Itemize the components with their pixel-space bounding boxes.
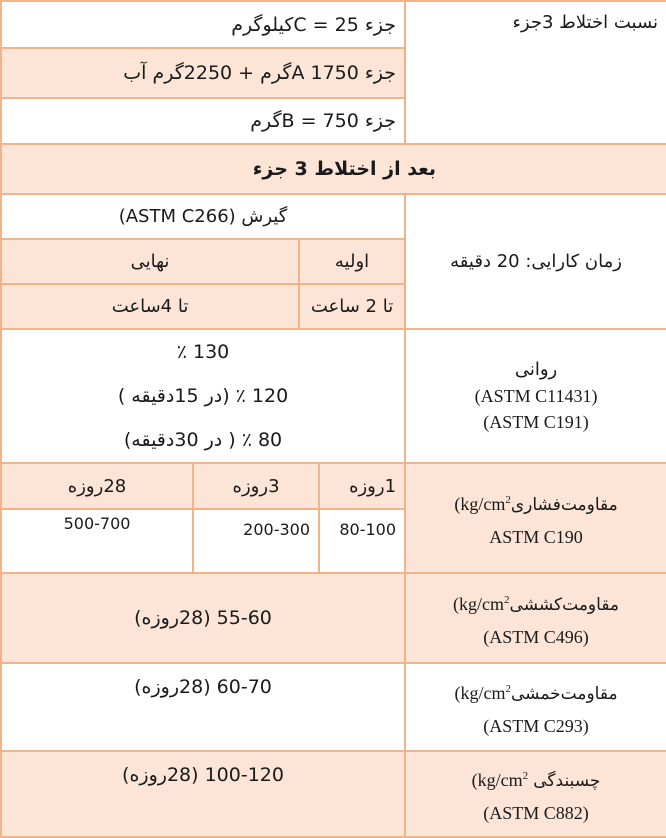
adhesion-label-cell <box>405 751 666 837</box>
section-heading: بعد از اختلاط 3 جزء <box>1 144 666 194</box>
unit-exponent: 2 <box>505 682 511 695</box>
flow-value-1: 130 ٪ <box>176 341 230 363</box>
unit-exponent: 2 <box>505 493 511 506</box>
compressive-day1-value: 80-100 <box>319 509 405 573</box>
compressive-day28-value: 500-700 <box>1 509 193 573</box>
tensile-standard: (ASTM C496) <box>483 626 589 647</box>
tensile-value: 55-60 (28روزه) <box>1 573 405 663</box>
tensile-label: مقاومت‌کششی <box>509 594 620 615</box>
ratio-part-a: جزء A 1750گرم + 2250گرم آب <box>1 48 405 98</box>
adhesion-value: 100-120 (28روزه) <box>1 751 405 837</box>
unit-exponent: 2 <box>504 593 510 606</box>
section-heading-row <box>1 144 666 194</box>
setting-initial-label: اولیه <box>299 239 405 284</box>
compressive-unit: ($kg/cm^2$ <box>454 493 511 514</box>
adhesion-row <box>1 751 666 837</box>
tensile-unit: ($kg/cm^2$ <box>453 593 510 614</box>
setting-final-value: تا 4ساعت <box>1 284 299 329</box>
adhesion-standard: (ASTM C882) <box>483 802 589 823</box>
ratio-row-c <box>1 1 666 48</box>
flexural-label: مقاومت‌خمشی <box>510 683 618 704</box>
flow-label-cell <box>405 329 666 463</box>
flow-values-cell <box>1 329 405 463</box>
adhesion-unit: ($kg/cm^2$ <box>471 769 529 790</box>
setting-title: گیرش (ASTM C266) <box>1 194 405 239</box>
flow-row <box>1 329 666 463</box>
flexural-label-cell <box>405 663 666 751</box>
setting-initial-value: تا 2 ساعت <box>299 284 405 329</box>
compressive-label: مقاومت‌فشاری <box>510 494 618 515</box>
compressive-label-cell <box>405 463 666 573</box>
compressive-standard: ASTM C190 <box>489 526 583 547</box>
compressive-day3-label: 3روزه <box>193 463 319 509</box>
flow-label: روانی <box>514 359 558 380</box>
flexural-standard: (ASTM C293) <box>483 715 589 736</box>
adhesion-label: چسبندگی <box>533 770 601 791</box>
tensile-label-cell <box>405 573 666 663</box>
flexural-row <box>1 663 666 751</box>
flow-value-2: 120 ٪ (در 15دقیقه ) <box>117 385 289 407</box>
ratio-part-c: جزء C = 25کیلوگرم <box>1 1 405 48</box>
compressive-day1-label: 1روزه <box>319 463 405 509</box>
compressive-day3-value: 200-300 <box>193 509 319 573</box>
flexural-unit: ($kg/cm^2$ <box>454 682 511 703</box>
flow-value-3: 80 ٪ ( در 30دقیقه) <box>123 429 283 451</box>
unit-exponent: 2 <box>522 769 529 782</box>
tensile-row <box>1 573 666 663</box>
ratio-part-b: جزء B = 750گرم <box>1 98 405 144</box>
compressive-header-row <box>1 463 666 509</box>
compressive-day28-label: 28روزه <box>1 463 193 509</box>
flow-standard-2: (ASTM C191) <box>483 412 589 432</box>
working-time-label: زمان کارایی: 20 دقیقه <box>405 194 666 329</box>
flexural-value: 60-70 (28روزه) <box>1 663 405 751</box>
setting-final-label: نهایی <box>1 239 299 284</box>
ratio-label: نسبت اختلاط 3جزء <box>405 1 666 144</box>
setting-title-row <box>1 194 666 239</box>
flow-standard-1: (ASTM C11431) <box>474 386 598 406</box>
